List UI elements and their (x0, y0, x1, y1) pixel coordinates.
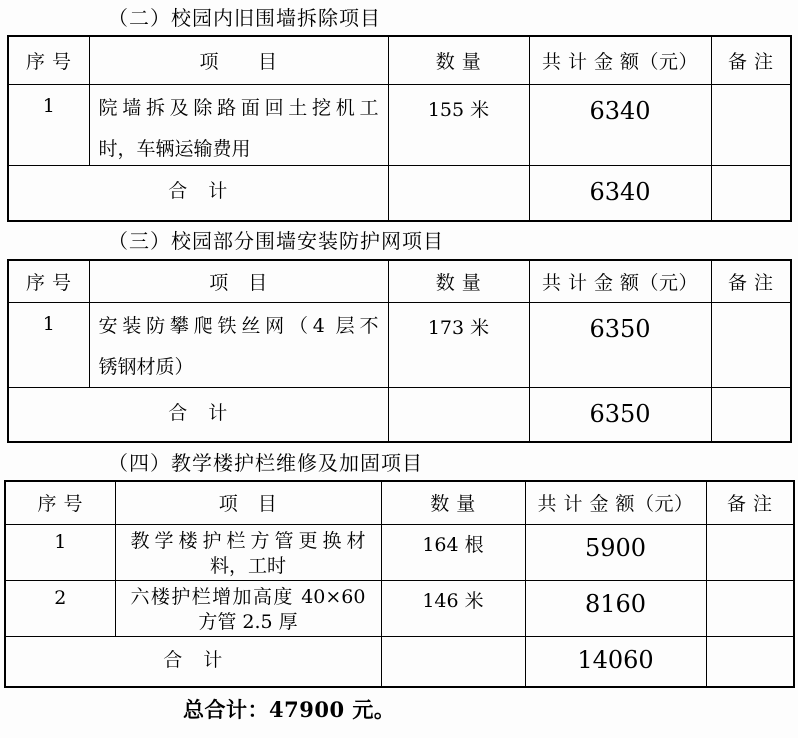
cell-note (706, 580, 794, 636)
table-header-row (8, 36, 791, 84)
item-text-line1: 六楼护栏增加高度 40×60 (130, 585, 366, 608)
item-text-line2: 方管 2.5 厚 (198, 610, 298, 633)
total-note-cell (711, 387, 791, 442)
total-amount-cell: 6340 (529, 165, 711, 221)
header-cell-note: 备 注 (706, 481, 794, 524)
cell-no: 1 (8, 84, 89, 165)
cell-no: 1 (8, 302, 89, 387)
cell-item (115, 524, 381, 580)
item-text-line1: 院墙拆及除路面回土挖机工 (98, 96, 379, 119)
table-total-row (8, 387, 791, 442)
total-qty-cell (388, 165, 529, 221)
cell-amount: 6350 (529, 302, 711, 387)
item-text-line1: 教学楼护栏方管更换材 (130, 529, 366, 552)
section-title-railing-repair: （四）教学楼护栏维修及加固项目 (108, 451, 423, 475)
header-cell-item: 项 目 (89, 260, 388, 302)
cell-amount: 5900 (525, 524, 706, 580)
table-total-row (8, 165, 791, 221)
cell-note (711, 302, 791, 387)
table-demolition (7, 35, 792, 222)
table-railing-repair (4, 480, 795, 688)
cell-qty: 173 米 (388, 302, 529, 387)
item-text-line2: 料，工时 (209, 554, 286, 577)
header-cell-note: 备 注 (711, 36, 791, 84)
header-cell-no: 序 号 (8, 36, 89, 84)
header-cell-amount: 共 计 金 额（元） (525, 481, 706, 524)
total-qty-cell (381, 636, 525, 687)
header-cell-qty: 数 量 (381, 481, 525, 524)
item-text-line2: 时，车辆运输费用 (98, 137, 251, 160)
table-row (8, 84, 791, 165)
section-title-demolition: （二）校园内旧围墙拆除项目 (108, 6, 381, 30)
header-cell-qty: 数 量 (388, 36, 529, 84)
total-label-cell: 合 计 (5, 636, 381, 687)
cell-item (115, 580, 381, 636)
table-row (5, 580, 794, 636)
table-row (5, 524, 794, 580)
table-row (8, 302, 791, 387)
cell-qty: 164 根 (381, 524, 525, 580)
header-cell-amount: 共 计 金 额（元） (529, 36, 711, 84)
header-cell-no: 序 号 (5, 481, 115, 524)
section-title-protective-net: （三）校园部分围墙安装防护网项目 (108, 229, 444, 253)
cell-qty: 146 米 (381, 580, 525, 636)
cell-amount: 8160 (525, 580, 706, 636)
cell-no: 1 (5, 524, 115, 580)
cell-item (89, 84, 388, 165)
grand-total-text: 总合计：47900 元。 (183, 697, 396, 722)
header-cell-note: 备 注 (711, 260, 791, 302)
table-total-row (5, 636, 794, 687)
cell-note (706, 524, 794, 580)
item-text-line1: 安装防攀爬铁丝网（4 层不 (98, 314, 379, 337)
total-note-cell (711, 165, 791, 221)
cell-amount: 6340 (529, 84, 711, 165)
total-qty-cell (388, 387, 529, 442)
cell-item (89, 302, 388, 387)
total-amount-cell: 6350 (529, 387, 711, 442)
cell-no: 2 (5, 580, 115, 636)
header-cell-qty: 数 量 (388, 260, 529, 302)
cell-note (711, 84, 791, 165)
table-protective-net (7, 259, 792, 443)
total-label-cell: 合 计 (8, 387, 388, 442)
table-header-row (5, 481, 794, 524)
header-cell-item: 项 目 (89, 36, 388, 84)
total-label-cell: 合 计 (8, 165, 388, 221)
header-cell-no: 序 号 (8, 260, 89, 302)
table-header-row (8, 260, 791, 302)
cell-qty: 155 米 (388, 84, 529, 165)
total-amount-cell: 14060 (525, 636, 706, 687)
header-cell-item: 项 目 (115, 481, 381, 524)
header-cell-amount: 共 计 金 额（元） (529, 260, 711, 302)
item-text-line2: 锈钢材质） (98, 355, 194, 378)
total-note-cell (706, 636, 794, 687)
